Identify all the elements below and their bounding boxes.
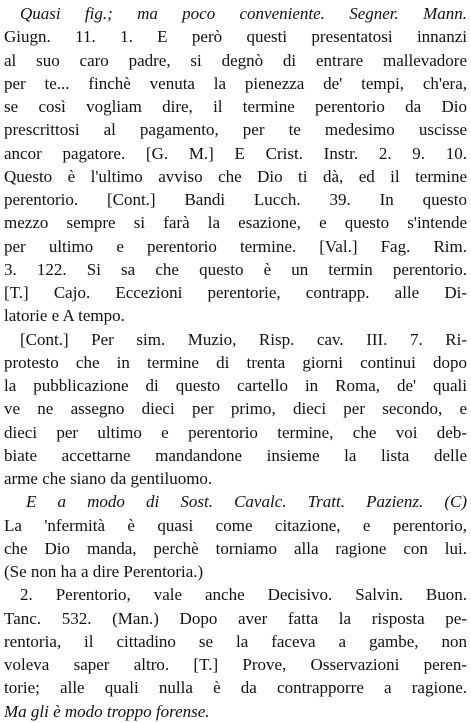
text-line: che Dio manda, perchè torniamo alla ragione con lui. (4, 538, 467, 558)
section-heading-line: 2. Perentorio, vale anche Decisivo. Salvin. Buon. (20, 585, 467, 605)
text-line: ancor pagatore. [G. M.] E Crist. Instr. 2. 9. 10. (4, 143, 467, 163)
text-line: biate accettarne mandandone insieme la lista delle (4, 445, 467, 465)
text-line: Ma gli è modo troppo forense. (4, 701, 210, 721)
text-line: prescrittosi al pagamento, per te medesimo uscisse (4, 120, 467, 140)
text-line: Tanc. 532. (Man.) Dopo aver fatta la risposta pe- (4, 608, 467, 628)
text-line: ve ne assegno dieci per primo, dieci per secondo, e (4, 399, 467, 419)
text-line: Quasi fig.; ma poco conveniente. Segner. Mann. (20, 4, 467, 23)
text-line: La 'nfermità è quasi come citazione, e perentorio, (4, 515, 467, 535)
text-line: perentorio. [Cont.] Bandi Lucch. 39. In questo (4, 190, 467, 209)
text-line: E a modo di Sost. Cavalc. Tratt. Pazienz. (C) (26, 492, 467, 512)
text-line: dieci per ultimo e perentorio termine, che voi deb- (4, 422, 467, 442)
text-line: se così vogliam dire, il termine perentorio da Dio (4, 97, 467, 116)
text-line: 3. 122. Si sa che questo è un termin perentorio. (4, 259, 467, 279)
text-line: protesto che in termine di trenta giorni continui dopo (4, 352, 467, 372)
text-line: latorie e A tempo. (4, 306, 125, 326)
text-line: arme che siano da gentiluomo. (4, 469, 213, 488)
text-line: la pubblicazione di questo cartello in Roma, de' quali (4, 376, 467, 395)
text-line: mezzo sempre si farà la esazione, e questo s'intende (4, 213, 467, 233)
text-line: [T.] Cajo. Eccezioni perentorie, contrapp. alle Di- (4, 283, 467, 302)
text-line: [Cont.] Per sim. Muzio, Risp. cav. III. 7. Ri- (20, 329, 467, 349)
text-line: per ultimo e perentorio termine. [Val.] Fag. Rim. (4, 236, 467, 256)
text-line: (Se non ha a dire Perentoria.) (4, 562, 204, 581)
text-line: al suo caro padre, si degnò di entrare mallevadore (4, 50, 467, 70)
text-line: per te... finchè venuta la pienezza de' tempi, ch'era, (4, 73, 467, 93)
text-line: Giugn. 11. 1. E però questi presentatosi innanzi (4, 27, 467, 47)
text-line: voleva saper altro. [T.] Prove, Osservazioni peren- (4, 655, 467, 674)
text-line: rentoria, il cittadino se la faceva a gambe, non (4, 631, 467, 651)
text-line: Questo è l'ultimo avviso che Dio ti dà, ed il termine (4, 166, 467, 186)
text-line: torie; alle quali nulla è da contrapporre a ragione. (4, 678, 467, 698)
